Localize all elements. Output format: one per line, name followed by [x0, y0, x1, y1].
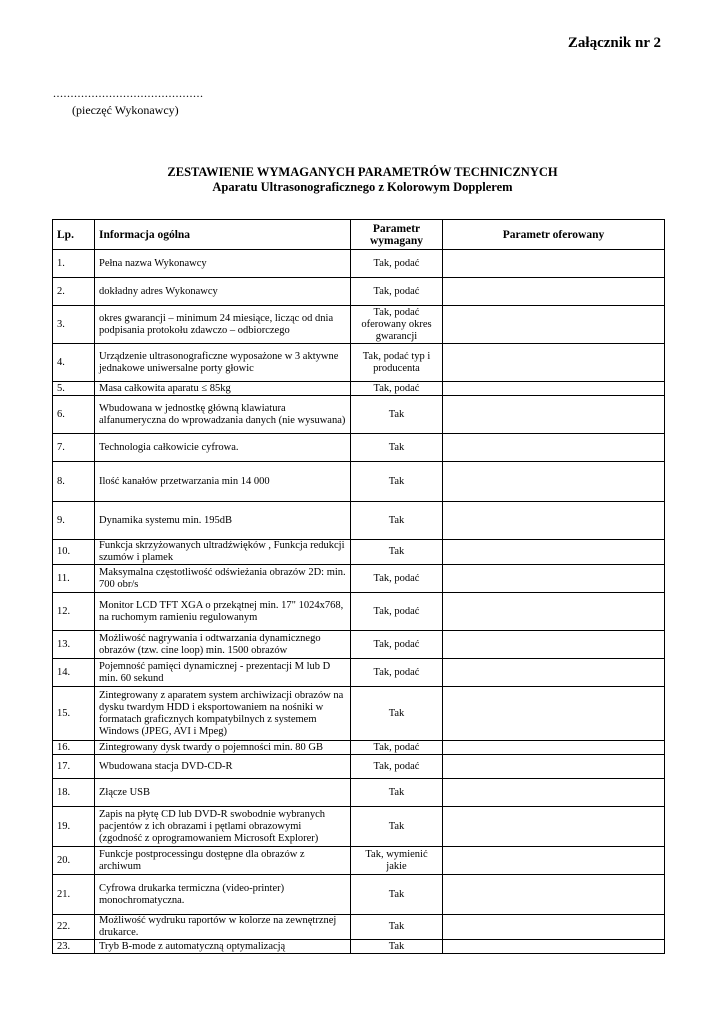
row-number: 22. [53, 915, 95, 940]
header-lp: Lp. [53, 220, 95, 250]
table-row [53, 755, 665, 779]
row-info: Dynamika systemu min. 195dB [95, 502, 351, 540]
row-number: 14. [53, 659, 95, 687]
table-row [53, 278, 665, 306]
row-number: 16. [53, 741, 95, 755]
row-required: Tak, podać [351, 593, 443, 631]
row-required: Tak, podać [351, 631, 443, 659]
row-number: 6. [53, 396, 95, 434]
row-info: Funkcja skrzyżowanych ultradźwięków , Funkcja redukcji szumów i plamek [95, 540, 351, 565]
row-required: Tak [351, 396, 443, 434]
table-row [53, 462, 665, 502]
row-required: Tak, podać [351, 755, 443, 779]
row-info: Wbudowana stacja DVD-CD-R [95, 755, 351, 779]
row-offered-input[interactable] [443, 565, 665, 593]
annex-label: Załącznik nr 2 [567, 35, 661, 51]
table-row [53, 631, 665, 659]
row-info: Tryb B-mode z automatyczną optymalizacją [95, 940, 351, 954]
row-number: 19. [53, 807, 95, 847]
row-offered-input[interactable] [443, 434, 665, 462]
contractor-stamp-label: (pieczęć Wykonawcy) [72, 103, 179, 117]
row-number: 5. [53, 382, 95, 396]
table-row [53, 306, 665, 344]
row-number: 20. [53, 847, 95, 875]
document-title: ZESTAWIENIE WYMAGANYCH PARAMETRÓW TECHNICZNYCH [167, 165, 558, 179]
header-required: Parametr wymagany [351, 220, 443, 250]
row-number: 8. [53, 462, 95, 502]
row-info: Zapis na płytę CD lub DVD-R swobodnie wybranych pacjentów z ich obrazami i pętlami obrazowymi (zgodność z oprogramowaniem Microsoft Explorer) [95, 807, 351, 847]
row-required: Tak [351, 434, 443, 462]
row-number: 7. [53, 434, 95, 462]
row-required: Tak [351, 875, 443, 915]
row-number: 2. [53, 278, 95, 306]
row-required: Tak [351, 687, 443, 741]
row-offered-input[interactable] [443, 755, 665, 779]
table-row [53, 502, 665, 540]
table-row [53, 250, 665, 278]
row-number: 10. [53, 540, 95, 565]
row-required: Tak, podać [351, 741, 443, 755]
row-number: 11. [53, 565, 95, 593]
row-info: Możliwość wydruku raportów w kolorze na zewnętrznej drukarce. [95, 915, 351, 940]
row-required: Tak, podać [351, 659, 443, 687]
row-required: Tak [351, 462, 443, 502]
row-offered-input[interactable] [443, 687, 665, 741]
stamp-dotted-line: ........................................... [53, 86, 204, 100]
row-required: Tak, podać [351, 278, 443, 306]
row-offered-input[interactable] [443, 502, 665, 540]
row-required: Tak, wymienić jakie [351, 847, 443, 875]
table-header-row [53, 220, 665, 250]
row-required: Tak [351, 915, 443, 940]
table-row [53, 434, 665, 462]
row-required: Tak, podać [351, 250, 443, 278]
table-row [53, 344, 665, 382]
row-number: 18. [53, 779, 95, 807]
table-row [53, 741, 665, 755]
row-info: Monitor LCD TFT XGA o przekątnej min. 17" 1024x768, na ruchomym ramieniu regulowanym [95, 593, 351, 631]
row-info: Złącze USB [95, 779, 351, 807]
row-info: Masa całkowita aparatu ≤ 85kg [95, 382, 351, 396]
row-info: Możliwość nagrywania i odtwarzania dynamicznego obrazów (tzw. cine loop) min. 1500 obrazów [95, 631, 351, 659]
row-required: Tak [351, 807, 443, 847]
table-row [53, 847, 665, 875]
row-offered-input[interactable] [443, 396, 665, 434]
row-required: Tak [351, 779, 443, 807]
table-row [53, 940, 665, 954]
row-required: Tak, podać oferowany okres gwarancji [351, 306, 443, 344]
row-info: Zintegrowany dysk twardy o pojemności min. 80 GB [95, 741, 351, 755]
row-info: okres gwarancji – minimum 24 miesiące, licząc od dnia podpisania protokołu zdawczo – odbiorczego [95, 306, 351, 344]
row-offered-input[interactable] [443, 278, 665, 306]
header-offered: Parametr oferowany [443, 220, 665, 250]
table-row [53, 540, 665, 565]
row-offered-input[interactable] [443, 875, 665, 915]
row-number: 4. [53, 344, 95, 382]
row-offered-input[interactable] [443, 250, 665, 278]
row-offered-input[interactable] [443, 631, 665, 659]
row-number: 17. [53, 755, 95, 779]
row-offered-input[interactable] [443, 382, 665, 396]
row-required: Tak [351, 940, 443, 954]
table-row [53, 807, 665, 847]
row-offered-input[interactable] [443, 779, 665, 807]
parameters-table [52, 219, 665, 954]
table-row [53, 875, 665, 915]
row-required: Tak [351, 540, 443, 565]
row-info: Zintegrowany z aparatem system archiwizacji obrazów na dysku twardym HDD i eksportowaniem na nośniki w formatach graficznych kompatybilnych z systemem Windows (JPEG, AVI i Mpeg) [95, 687, 351, 741]
row-required: Tak, podać [351, 382, 443, 396]
row-number: 1. [53, 250, 95, 278]
table-row [53, 593, 665, 631]
row-offered-input[interactable] [443, 940, 665, 954]
table-row [53, 382, 665, 396]
row-info: Ilość kanałów przetwarzania min 14 000 [95, 462, 351, 502]
row-required: Tak, podać typ i producenta [351, 344, 443, 382]
row-number: 9. [53, 502, 95, 540]
row-offered-input[interactable] [443, 659, 665, 687]
row-offered-input[interactable] [443, 540, 665, 565]
table-row [53, 915, 665, 940]
row-required: Tak, podać [351, 565, 443, 593]
row-offered-input[interactable] [443, 344, 665, 382]
row-info: Maksymalna częstotliwość odświeżania obrazów 2D: min. 700 obr/s [95, 565, 351, 593]
row-number: 23. [53, 940, 95, 954]
row-info: Wbudowana w jednostkę główną klawiatura alfanumeryczna do wprowadzania danych (nie wysuwana) [95, 396, 351, 434]
row-offered-input[interactable] [443, 306, 665, 344]
row-info: Pojemność pamięci dynamicznej - prezentacji M lub D min. 60 sekund [95, 659, 351, 687]
row-number: 21. [53, 875, 95, 915]
table-row [53, 396, 665, 434]
row-required: Tak [351, 502, 443, 540]
header-info: Informacja ogólna [95, 220, 351, 250]
row-offered-input[interactable] [443, 847, 665, 875]
row-offered-input[interactable] [443, 807, 665, 847]
row-info: Funkcje postprocessingu dostępne dla obrazów z archiwum [95, 847, 351, 875]
row-info: Technologia całkowicie cyfrowa. [95, 434, 351, 462]
table-row [53, 687, 665, 741]
table-row [53, 779, 665, 807]
row-info: dokładny adres Wykonawcy [95, 278, 351, 306]
row-offered-input[interactable] [443, 741, 665, 755]
row-offered-input[interactable] [443, 462, 665, 502]
row-number: 12. [53, 593, 95, 631]
row-info: Cyfrowa drukarka termiczna (video-printer) monochromatyczna. [95, 875, 351, 915]
row-number: 15. [53, 687, 95, 741]
row-number: 3. [53, 306, 95, 344]
row-offered-input[interactable] [443, 915, 665, 940]
row-info: Urządzenie ultrasonograficzne wyposażone w 3 aktywne jednakowe uniwersalne porty głowic [95, 344, 351, 382]
table-row [53, 659, 665, 687]
document-subtitle: Aparatu Ultrasonograficznego z Kolorowym Dopplerem [212, 180, 513, 194]
table-row [53, 565, 665, 593]
row-info: Pełna nazwa Wykonawcy [95, 250, 351, 278]
row-offered-input[interactable] [443, 593, 665, 631]
table-body [53, 250, 665, 954]
row-number: 13. [53, 631, 95, 659]
